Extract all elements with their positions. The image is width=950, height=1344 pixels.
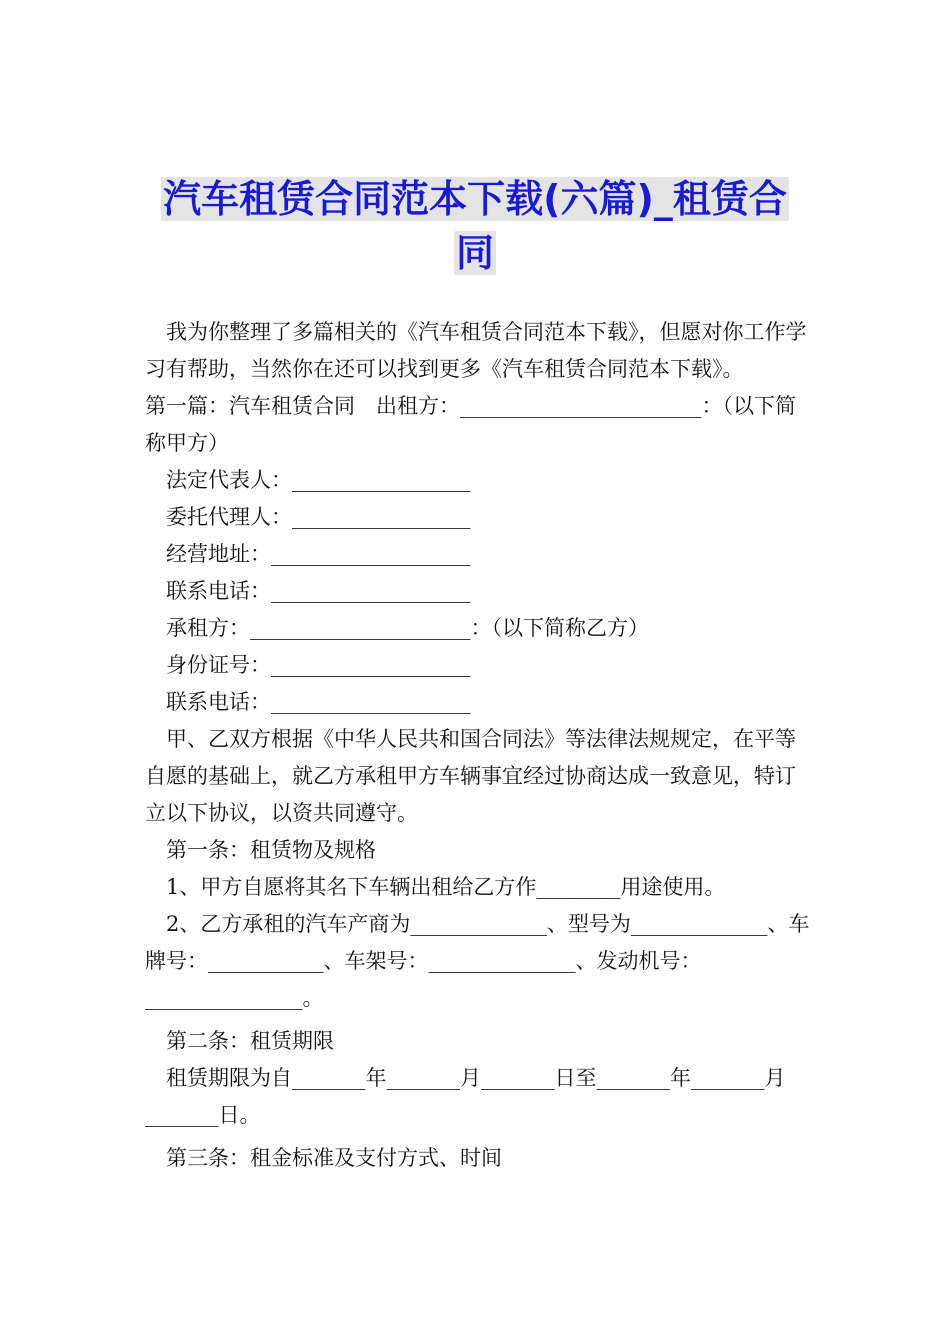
agent-line: 委托代理人：_________________ <box>145 505 471 529</box>
article-two-heading: 第二条：租赁期限 <box>145 1029 334 1053</box>
title-line-2: 同 <box>455 231 494 275</box>
lessor-phone-line: 联系电话：___________________ <box>145 579 471 603</box>
article-one-heading: 第一条：租赁物及规格 <box>145 838 376 862</box>
business-address-line: 经营地址：___________________ <box>145 542 471 566</box>
lessee-phone-line: 联系电话：___________________ <box>145 690 471 714</box>
part-one-heading: 第一篇：汽车租赁合同 出租方：_______________________：（以下简称甲方） <box>145 394 796 455</box>
intro-paragraph: 我为你整理了多篇相关的《汽车租赁合同范本下载》，但愿对你工作学习有帮助，当然你在还可以找到更多《汽车租赁合同范本下载》。 <box>145 320 807 381</box>
article-two-text: 租赁期限为自_______年_______月_______日至_______年_______月_______日。 <box>145 1066 786 1127</box>
agreement-paragraph: 甲、乙双方根据《中华人民共和国合同法》等法律法规规定，在平等自愿的基础上，就乙方承租甲方车辆事宜经过协商达成一致意见，特订立以下协议，以资共同遵守。 <box>145 727 796 825</box>
legal-representative-line: 法定代表人：_________________ <box>145 468 471 492</box>
document-body <box>145 314 810 1177</box>
article-one-clause-2: 2、乙方承租的汽车产商为_____________、型号为_____________、车牌号：___________、车架号：______________、发动机号：_______________。 <box>145 912 810 1010</box>
document-title <box>140 172 810 280</box>
lessee-line: 承租方：_____________________：（以下简称乙方） <box>145 616 649 640</box>
id-number-line: 身份证号：___________________ <box>145 653 471 677</box>
article-one-clause-1: 1、甲方自愿将其名下车辆出租给乙方作________用途使用。 <box>145 875 726 899</box>
title-line-1: 汽车租赁合同范本下载(六篇)_租赁合 <box>163 177 787 221</box>
article-three-heading: 第三条：租金标准及支付方式、时间 <box>145 1146 502 1170</box>
